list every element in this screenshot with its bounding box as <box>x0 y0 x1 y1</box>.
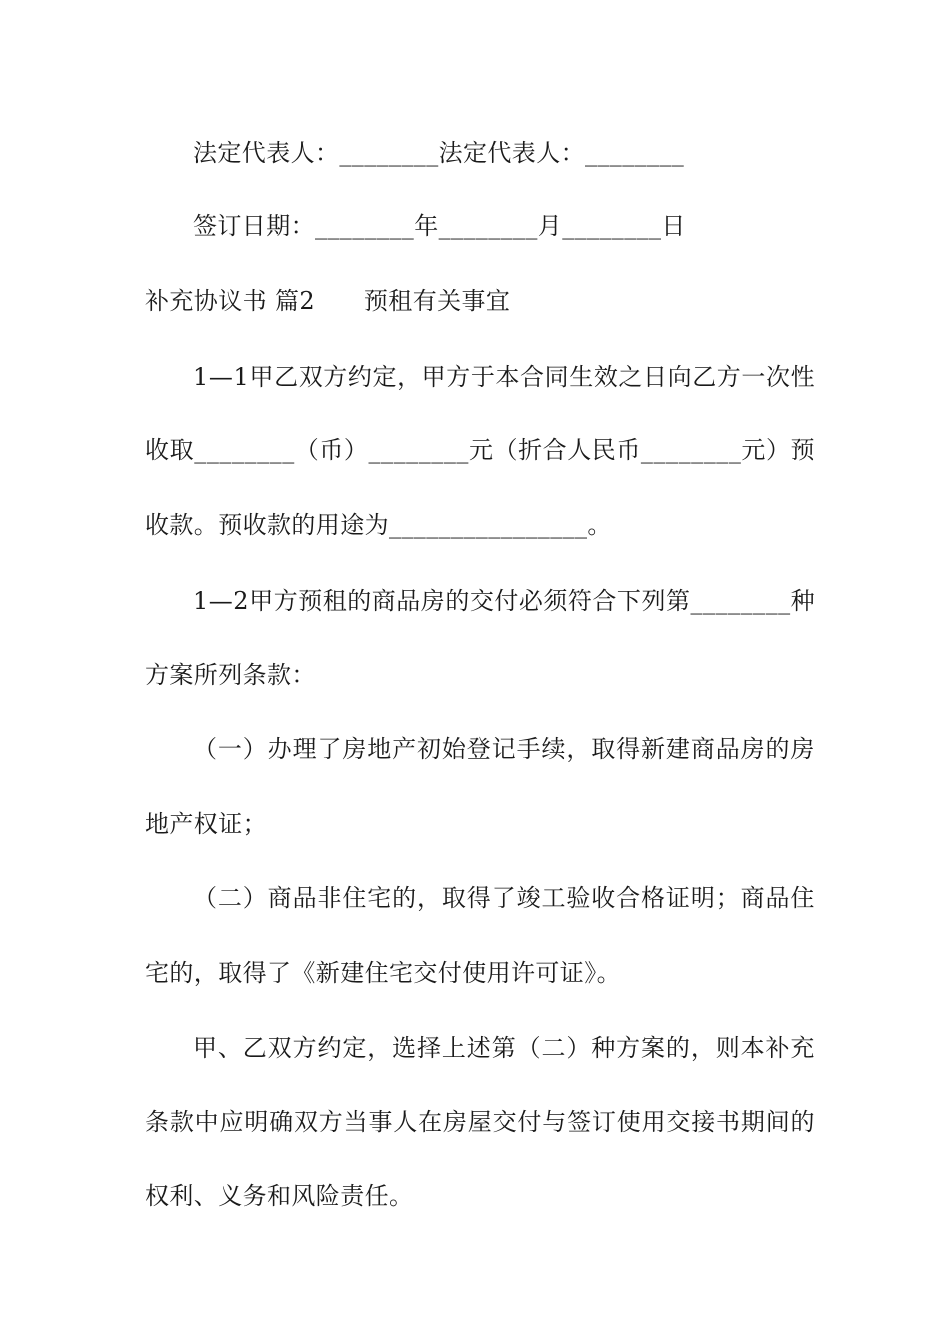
option-2-line-1: （ 二 ） 商 品 非 住 宅 的 ， 取 得 了 竣 工 验 收 合 格 证 明 ； 商 品 住 <box>193 884 815 912</box>
clause-1-2-line-1: 1 — 2 甲 方 预 租 的 商 品 房 的 交 付 必 须 符 合 下 列 第 _ _ _ _ _ _ _ _ 种 <box>193 587 815 615</box>
agreement-paragraph-line-3: 权利、义务和风险责任。 <box>145 1182 414 1210</box>
signature-representatives-line: 法定代表人：________法定代表人：________ <box>193 139 685 167</box>
agreement-paragraph-line-2: 条 款 中 应 明 确 双 方 当 事 人 在 房 屋 交 付 与 签 订 使 用 交 接 书 期 间 的 <box>145 1108 815 1136</box>
section-heading: 补充协议书 篇2 预租有关事宜 <box>145 287 511 315</box>
signing-date-line: 签订日期：________年________月________日 <box>193 212 686 240</box>
clause-1-1-line-1: 1 — 1 甲 乙 双 方 约 定 ， 甲 方 于 本 合 同 生 效 之 日 向 乙 方 一 次 性 <box>193 363 815 391</box>
agreement-paragraph-line-1: 甲 、 乙 双 方 约 定 ， 选 择 上 述 第 （ 二 ） 种 方 案 的 ， 则 本 补 充 <box>193 1034 815 1062</box>
clause-1-1-line-3: 收款。预收款的用途为________________。 <box>145 511 612 539</box>
option-1-line-2: 地产权证； <box>145 810 267 838</box>
clause-1-1-line-2: 收 取 _ _ _ _ _ _ _ _ （ 币 ） _ _ _ _ _ _ _ _ 元 （ 折 合 人 民 币 _ _ _ _ _ _ _ _ 元 ） 预 <box>145 436 815 464</box>
option-1-line-1: （ 一 ） 办 理 了 房 地 产 初 始 登 记 手 续 ， 取 得 新 建 商 品 房 的 房 <box>193 735 815 763</box>
clause-1-2-line-2: 方案所列条款： <box>145 661 316 689</box>
option-2-line-2: 宅的，取得了《新建住宅交付使用许可证》。 <box>145 959 621 987</box>
